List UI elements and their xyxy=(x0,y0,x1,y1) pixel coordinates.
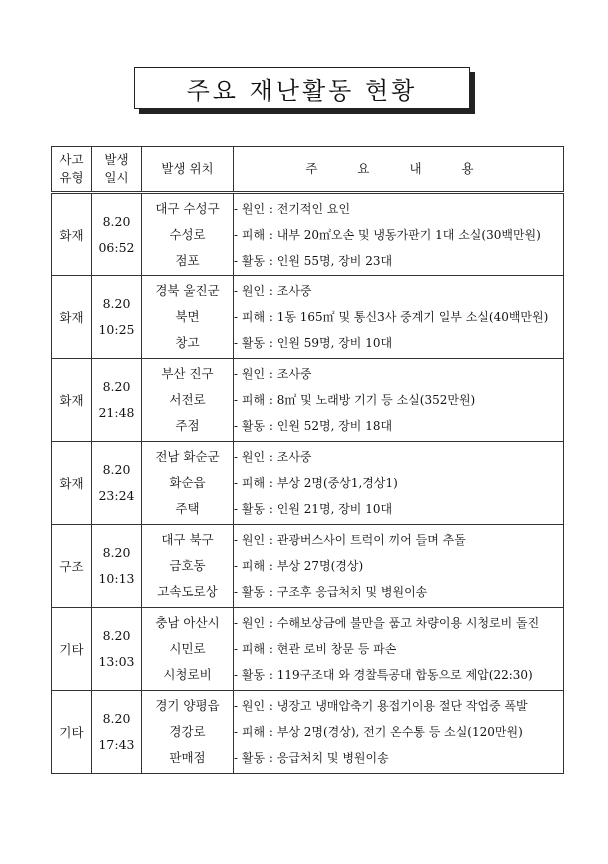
cell-content xyxy=(234,442,564,525)
content-cause: - 원인 : 조사중 xyxy=(234,367,312,381)
content-cause: - 원인 : 조사중 xyxy=(234,284,312,298)
cell-location: 경북 울진군 북면 창고 xyxy=(142,276,234,359)
table-row xyxy=(52,359,564,442)
content-damage: - 피해 : 현관 로비 창문 등 파손 xyxy=(234,642,397,656)
cell-location: 대구 북구 금호동 고속도로상 xyxy=(142,525,234,608)
cell-location: 대구 수성구 수성로 점포 xyxy=(142,193,234,276)
cell-content xyxy=(234,525,564,608)
cell-location: 경기 양평읍 경강로 판매점 xyxy=(142,691,234,774)
cell-content xyxy=(234,193,564,276)
cell-datetime: 8.20 21:48 xyxy=(92,359,142,442)
cell-location: 충남 아산시 시민로 시청로비 xyxy=(142,608,234,691)
cell-datetime: 8.20 17:43 xyxy=(92,691,142,774)
content-cause: - 원인 : 조사중 xyxy=(234,450,312,464)
header-occurrence-time: 발생 일시 xyxy=(92,147,142,193)
cell-datetime: 8.20 13:03 xyxy=(92,608,142,691)
cell-content xyxy=(234,691,564,774)
content-cause: - 원인 : 전기적인 요인 xyxy=(234,201,351,216)
cell-type: 화재 xyxy=(52,276,92,359)
content-activity: - 활동 : 인원 52명, 장비 18대 xyxy=(234,419,393,433)
page-title-text: 주요 재난활동 현황 xyxy=(186,76,418,105)
header-main-content: 주 요 내 용 xyxy=(234,147,564,193)
cell-type: 화재 xyxy=(52,193,92,276)
content-damage: - 피해 : 부상 27명(경상) xyxy=(234,559,364,573)
content-damage: - 피해 : 8㎡ 및 노래방 기기 등 소실(352만원) xyxy=(234,393,476,407)
header-accident-type: 사고 유형 xyxy=(52,147,92,193)
cell-location: 부산 진구 서전로 주점 xyxy=(142,359,234,442)
table-row xyxy=(52,608,564,691)
content-cause: - 원인 : 수해보상금에 불만을 품고 차량이용 시청로비 돌진 xyxy=(234,616,540,630)
cell-type: 기타 xyxy=(52,691,92,774)
content-damage: - 피해 : 내부 20㎡오손 및 냉동가판기 1대 소실(30백만원) xyxy=(234,227,541,242)
content-damage: - 피해 : 부상 2명(중상1,경상1) xyxy=(234,476,398,490)
cell-type: 화재 xyxy=(52,442,92,525)
cell-content xyxy=(234,359,564,442)
content-activity: - 활동 : 구조후 응급처치 및 병원이송 xyxy=(234,585,428,599)
disaster-activity-table xyxy=(51,146,564,774)
table-row xyxy=(52,193,564,276)
cell-datetime: 8.20 10:25 xyxy=(92,276,142,359)
content-activity: - 활동 : 인원 21명, 장비 10대 xyxy=(234,502,393,516)
content-cause: - 원인 : 관광버스사이 트럭이 끼어 들며 추돌 xyxy=(234,533,466,547)
content-damage: - 피해 : 부상 2명(경상), 전기 온수통 등 소실(120만원) xyxy=(234,725,523,739)
cell-type: 구조 xyxy=(52,525,92,608)
content-cause: - 원인 : 냉장고 냉매압축기 용접기이용 절단 작업중 폭발 xyxy=(234,699,528,713)
content-activity: - 활동 : 인원 55명, 장비 23대 xyxy=(234,253,393,268)
cell-content xyxy=(234,276,564,359)
table-header-row xyxy=(52,147,564,193)
table-row xyxy=(52,276,564,359)
cell-datetime: 8.20 10:13 xyxy=(92,525,142,608)
content-damage: - 피해 : 1동 165㎡ 및 통신3사 중계기 일부 소실(40백만원) xyxy=(234,310,549,324)
cell-type: 화재 xyxy=(52,359,92,442)
content-activity: - 활동 : 인원 59명, 장비 10대 xyxy=(234,336,393,350)
cell-datetime: 8.20 23:24 xyxy=(92,442,142,525)
cell-content xyxy=(234,608,564,691)
table-row xyxy=(52,525,564,608)
content-activity: - 활동 : 119구조대 와 경찰특공대 합동으로 제압(22:30) xyxy=(234,668,533,682)
table-row xyxy=(52,691,564,774)
header-location: 발생 위치 xyxy=(142,147,234,193)
page-title xyxy=(134,67,470,109)
content-activity: - 활동 : 응급처치 및 병원이송 xyxy=(234,751,389,765)
cell-type: 기타 xyxy=(52,608,92,691)
table-row xyxy=(52,442,564,525)
cell-datetime: 8.20 06:52 xyxy=(92,193,142,276)
cell-location: 전남 화순군 화순읍 주택 xyxy=(142,442,234,525)
